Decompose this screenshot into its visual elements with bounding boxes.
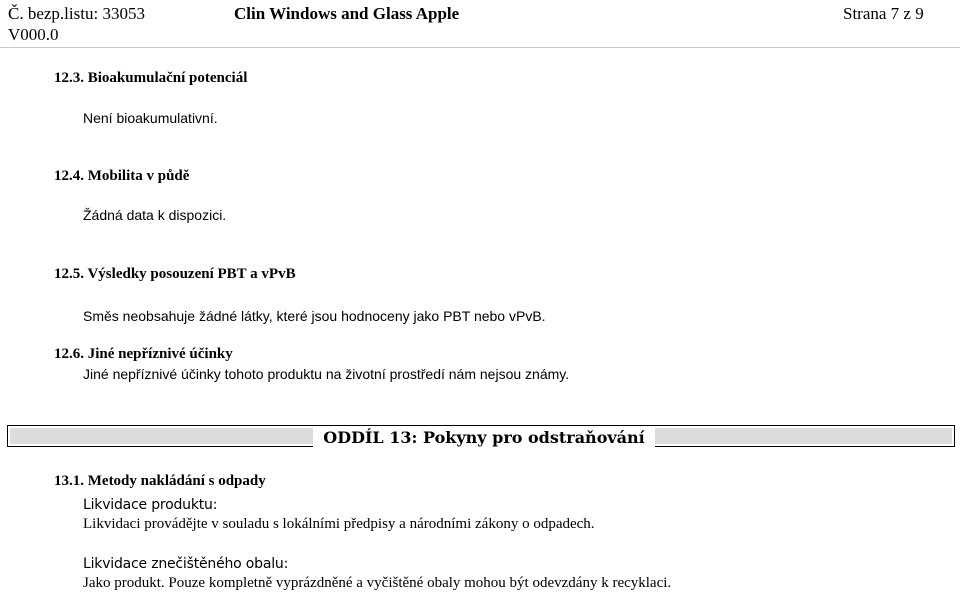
section-12-6-heading: 12.6. Jiné nepříznivé účinky xyxy=(54,346,233,362)
header-divider xyxy=(0,47,960,48)
section-12-6-text: Jiné nepříznivé účinky tohoto produktu na životní prostředí nám nejsou známy. xyxy=(83,366,570,382)
product-name: Clin Windows and Glass Apple xyxy=(234,4,460,23)
section-12-4-heading: 12.4. Mobilita v půdě xyxy=(54,168,190,184)
product-disposal-label: Likvidace produktu: xyxy=(83,497,218,513)
section-12-3-text: Není bioakumulativní. xyxy=(83,110,218,126)
packaging-disposal-text: Jako produkt. Pouze kompletně vyprázdněné a vyčištěné obaly mohou být odevzdány k recyklaci. xyxy=(83,575,672,591)
section-12-5-text: Směs neobsahuje žádné látky, které jsou hodnoceny jako PBT nebo vPvB. xyxy=(83,308,546,324)
product-disposal-text: Likvidaci provádějte v souladu s lokálními předpisy a národními zákony o odpadech. xyxy=(83,516,595,532)
section-12-4-text: Žádná data k dispozici. xyxy=(83,207,227,223)
document-version: V000.0 xyxy=(8,25,59,44)
section-13-1-heading: 13.1. Metody nakládání s odpady xyxy=(54,473,266,489)
section-12-3-heading: 12.3. Bioakumulační potenciál xyxy=(54,70,248,86)
document-id: Č. bezp.listu: 33053 xyxy=(8,4,145,23)
packaging-disposal-label: Likvidace znečištěného obalu: xyxy=(83,556,289,572)
page-number: Strana 7 z 9 xyxy=(843,4,924,23)
section-12-5-heading: 12.5. Výsledky posouzení PBT a vPvB xyxy=(54,266,296,282)
section-13-title: ODDÍL 13: Pokyny pro odstraňování xyxy=(313,428,655,448)
